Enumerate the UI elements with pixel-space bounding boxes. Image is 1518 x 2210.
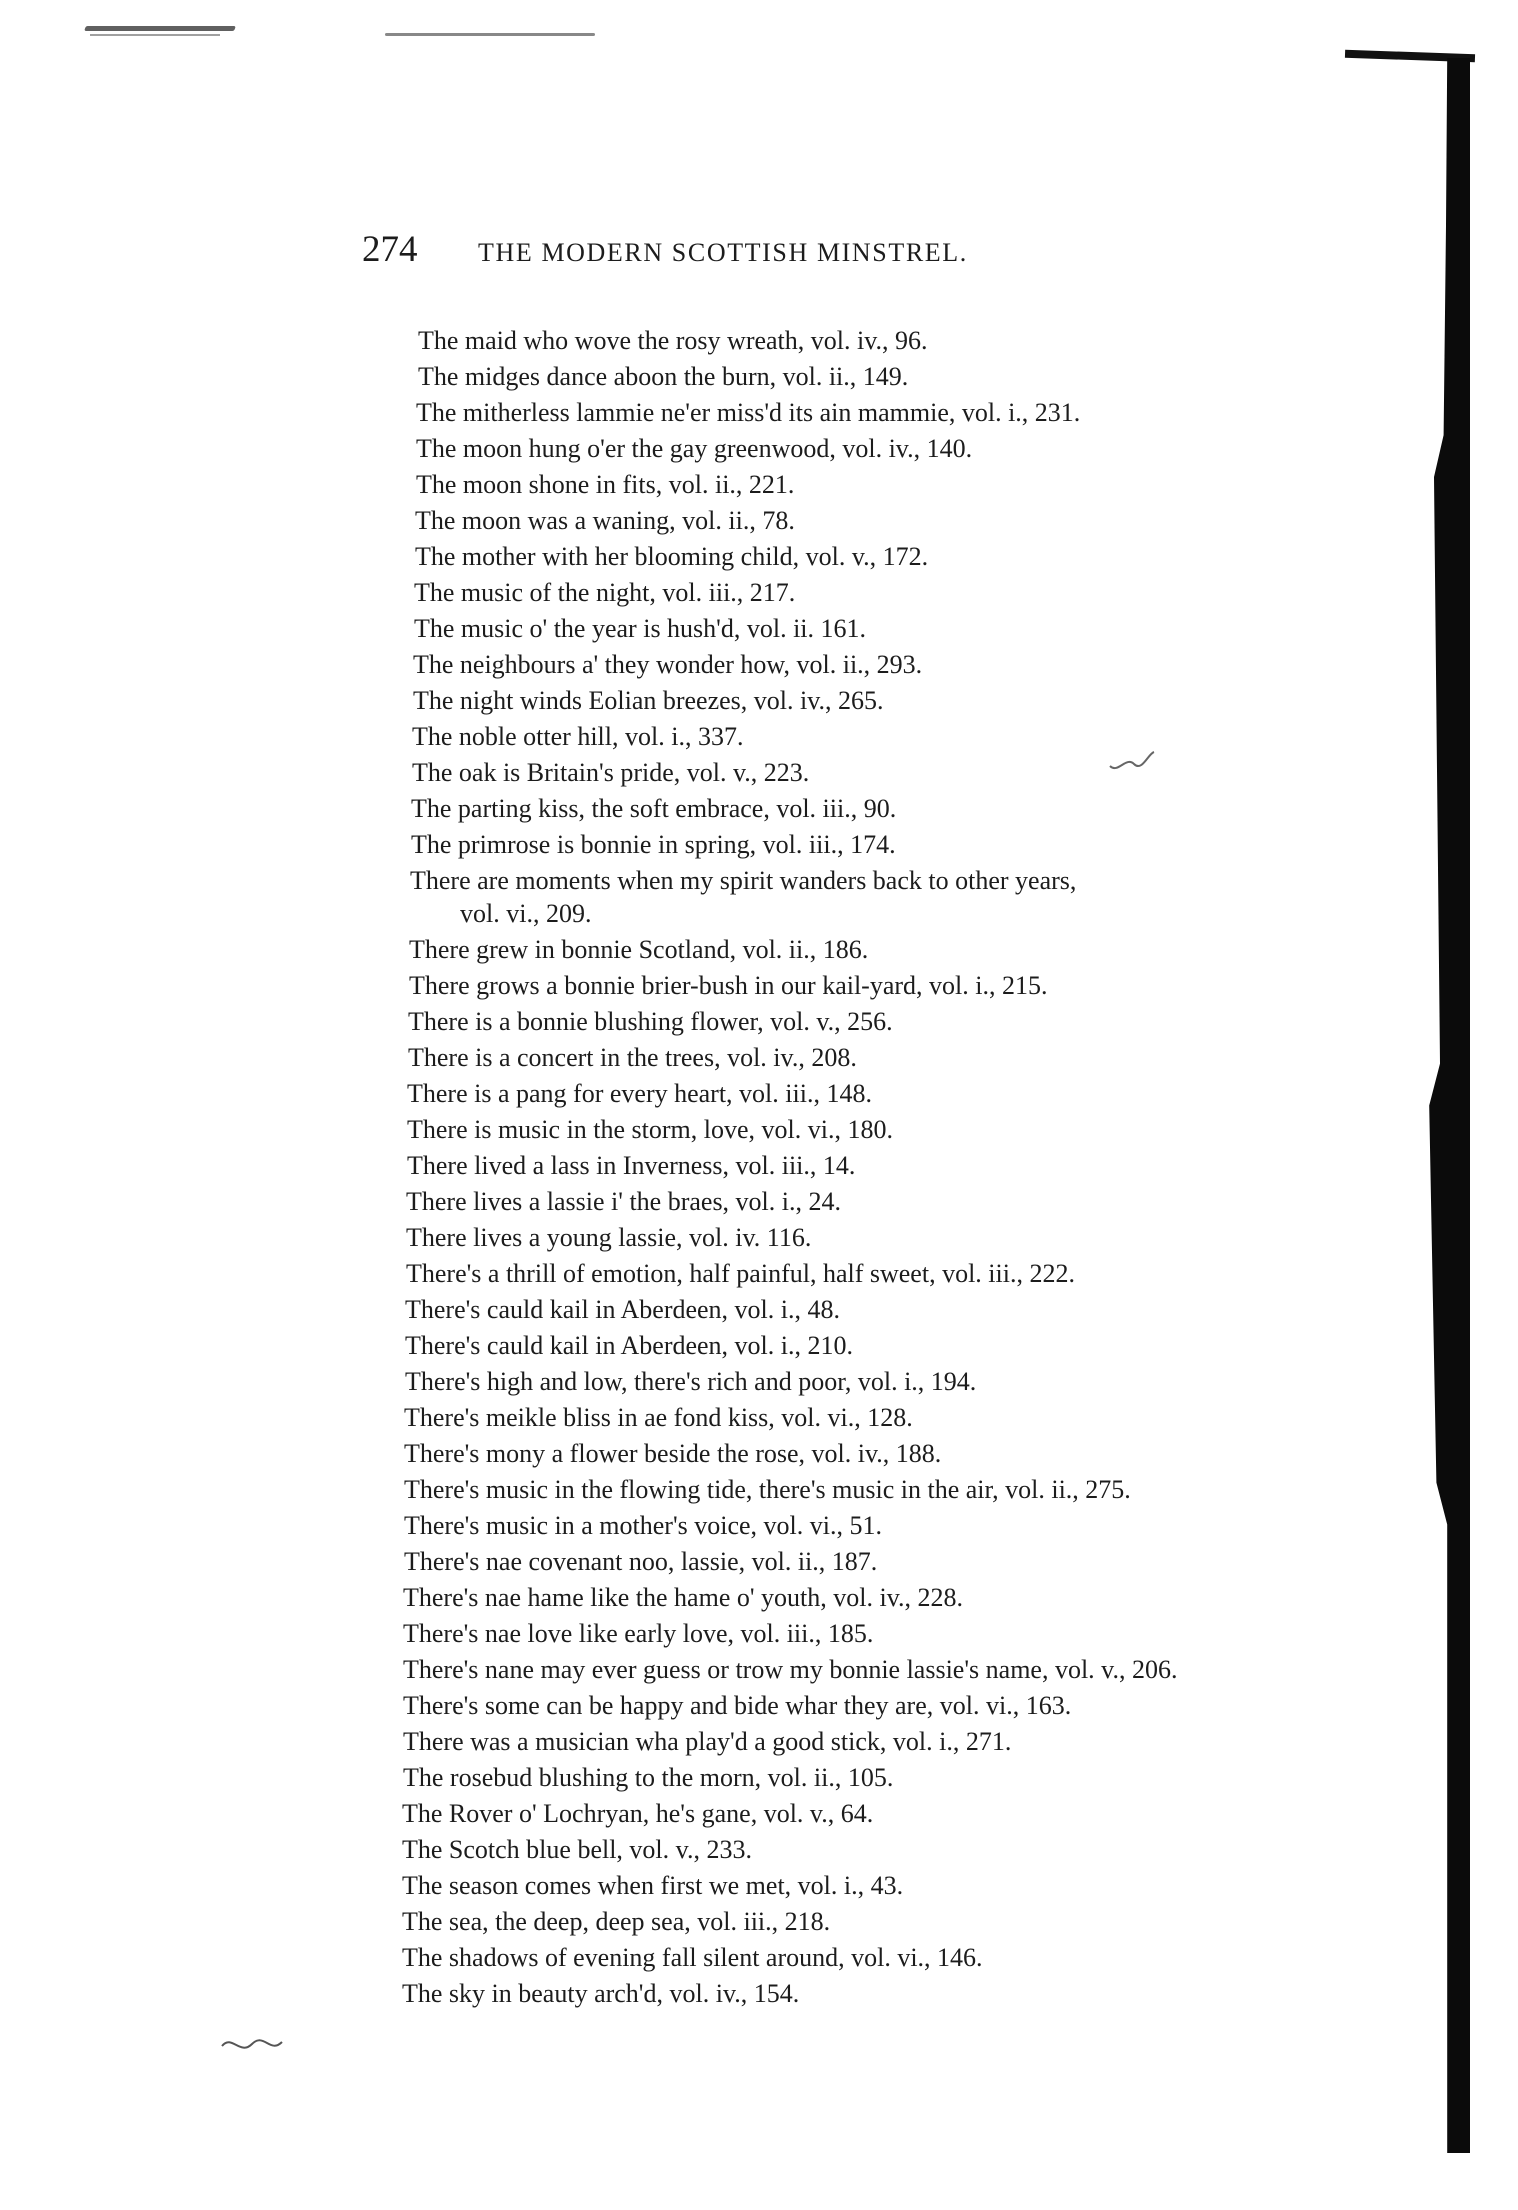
index-entry: There lived a lass in Inverness, vol. iii., 14. bbox=[407, 1151, 856, 1180]
index-entry: The mother with her blooming child, vol. v., 172. bbox=[415, 542, 929, 571]
index-entry: There grows a bonnie brier-bush in our kail-yard, vol. i., 215. bbox=[409, 971, 1048, 1000]
stray-ink-mark bbox=[218, 2032, 288, 2058]
scan-artifact bbox=[385, 33, 595, 36]
index-entry: There lives a young lassie, vol. iv. 116. bbox=[406, 1223, 812, 1252]
index-entry: There's nae covenant noo, lassie, vol. ii., 187. bbox=[404, 1547, 878, 1576]
index-entry: There was a musician wha play'd a good stick, vol. i., 271. bbox=[403, 1727, 1012, 1756]
index-entry: The Rover o' Lochryan, he's gane, vol. v., 64. bbox=[402, 1799, 874, 1828]
index-entry: There is music in the storm, love, vol. vi., 180. bbox=[407, 1115, 893, 1144]
index-entry: There's cauld kail in Aberdeen, vol. i., 48. bbox=[405, 1295, 841, 1324]
index-entry: There's some can be happy and bide whar they are, vol. vi., 163. bbox=[403, 1691, 1072, 1720]
index-entry: The midges dance aboon the burn, vol. ii., 149. bbox=[418, 362, 909, 391]
index-entry: There's nae hame like the hame o' youth, vol. iv., 228. bbox=[403, 1583, 964, 1612]
index-entry: There's meikle bliss in ae fond kiss, vol. vi., 128. bbox=[404, 1403, 913, 1432]
index-entry: There's high and low, there's rich and poor, vol. i., 194. bbox=[405, 1367, 977, 1396]
index-entry: The primrose is bonnie in spring, vol. iii., 174. bbox=[411, 830, 896, 859]
index-entry: The moon hung o'er the gay greenwood, vol. iv., 140. bbox=[416, 434, 973, 463]
index-entry: There's mony a flower beside the rose, vol. iv., 188. bbox=[404, 1439, 942, 1468]
index-entry: The moon shone in fits, vol. ii., 221. bbox=[416, 470, 795, 499]
index-entry: There is a pang for every heart, vol. iii., 148. bbox=[407, 1079, 872, 1108]
index-entry: There's music in the flowing tide, there's music in the air, vol. ii., 275. bbox=[404, 1475, 1131, 1504]
index-entry: There's music in a mother's voice, vol. vi., 51. bbox=[404, 1511, 882, 1540]
index-entry: There grew in bonnie Scotland, vol. ii., 186. bbox=[409, 935, 869, 964]
index-entry: The shadows of evening fall silent around, vol. vi., 146. bbox=[402, 1943, 983, 1972]
index-entry: The mitherless lammie ne'er miss'd its ain mammie, vol. i., 231. bbox=[416, 398, 1081, 427]
index-entry: The moon was a waning, vol. ii., 78. bbox=[415, 506, 795, 535]
index-entry: The music o' the year is hush'd, vol. ii. 161. bbox=[414, 614, 867, 643]
index-entry: There's cauld kail in Aberdeen, vol. i., 210. bbox=[405, 1331, 854, 1360]
index-entry: The sky in beauty arch'd, vol. iv., 154. bbox=[402, 1979, 800, 2008]
index-entry: The rosebud blushing to the morn, vol. ii., 105. bbox=[403, 1763, 894, 1792]
running-title: THE MODERN SCOTTISH MINSTREL. bbox=[478, 238, 968, 267]
index-entry: There is a concert in the trees, vol. iv., 208. bbox=[408, 1043, 857, 1072]
index-entry: The night winds Eolian breezes, vol. iv., 265. bbox=[413, 686, 884, 715]
scan-artifact bbox=[84, 26, 236, 31]
page-edge-shadow bbox=[1350, 58, 1470, 2153]
index-entry: The Scotch blue bell, vol. v., 233. bbox=[402, 1835, 752, 1864]
index-entry: There are moments when my spirit wanders back to other years, bbox=[410, 866, 1077, 895]
page-header bbox=[0, 228, 1518, 278]
index-entry: The maid who wove the rosy wreath, vol. iv., 96. bbox=[418, 326, 928, 355]
index-entry: The noble otter hill, vol. i., 337. bbox=[412, 722, 744, 751]
index-entry: There is a bonnie blushing flower, vol. v., 256. bbox=[408, 1007, 893, 1036]
index-entry: The season comes when first we met, vol. i., 43. bbox=[402, 1871, 904, 1900]
page-number: 274 bbox=[362, 229, 418, 270]
index-entry: The parting kiss, the soft embrace, vol. iii., 90. bbox=[411, 794, 897, 823]
index-entry: The oak is Britain's pride, vol. v., 223. bbox=[412, 758, 810, 787]
index-entry-continuation: vol. vi., 209. bbox=[460, 899, 592, 928]
index-entry: The sea, the deep, deep sea, vol. iii., 218. bbox=[402, 1907, 831, 1936]
stray-ink-mark bbox=[1108, 748, 1158, 772]
index-entry: There lives a lassie i' the braes, vol. i., 24. bbox=[406, 1187, 842, 1216]
scan-artifact bbox=[90, 34, 220, 36]
index-entry: There's nane may ever guess or trow my bonnie lassie's name, vol. v., 206. bbox=[403, 1655, 1178, 1684]
index-entry: The music of the night, vol. iii., 217. bbox=[414, 578, 796, 607]
index-entry: There's nae love like early love, vol. iii., 185. bbox=[403, 1619, 874, 1648]
index-entry: The neighbours a' they wonder how, vol. ii., 293. bbox=[413, 650, 923, 679]
index-entry: There's a thrill of emotion, half painful, half sweet, vol. iii., 222. bbox=[406, 1259, 1075, 1288]
